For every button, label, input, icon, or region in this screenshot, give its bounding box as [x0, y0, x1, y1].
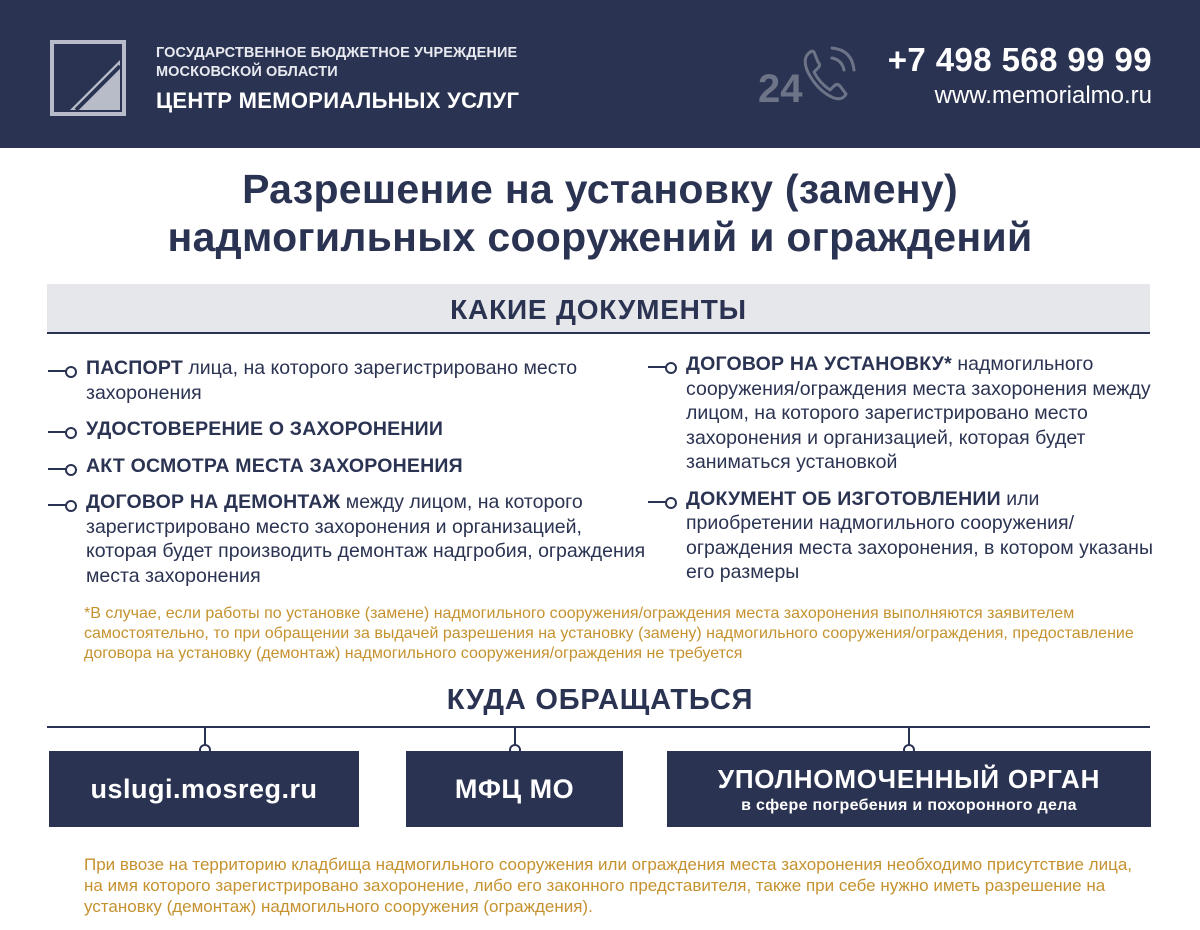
org-name	[156, 44, 519, 114]
logo-icon	[50, 40, 126, 116]
phone-number[interactable]: +7 498 568 99 99	[887, 41, 1152, 78]
header	[0, 0, 1200, 148]
title-line-2: надмогильных сооружений и ограждений	[167, 214, 1033, 260]
documents-left-column	[48, 356, 648, 600]
badge-24-text: 24	[758, 67, 803, 110]
org-line-2: МОСКОВСКОЙ ОБЛАСТИ	[156, 64, 338, 80]
list-item	[48, 454, 648, 479]
doc-desc: лица, на которого зарегистрировано место захоронения	[86, 357, 578, 404]
org-line-3: ЦЕНТР МЕМОРИАЛЬНЫХ УСЛУГ	[156, 88, 520, 113]
doc-title: ПАСПОРТ	[86, 357, 183, 379]
option-label: uslugi.mosreg.ru	[90, 773, 318, 804]
doc-desc: надмогильного сооружения/ограждения места захоронения между лицом, на которого зарегистрировано место захоронения и организацией, которая будет заниматься установкой	[686, 353, 1151, 473]
website-link[interactable]: www.memorialmo.ru	[934, 82, 1152, 109]
option-gosuslugi[interactable]	[49, 751, 359, 827]
connector-icon	[204, 728, 206, 746]
doc-desc: или приобретении надмогильного сооружения/ ограждения места захоронения, в котором указаны его размеры	[686, 487, 1153, 583]
bullet-icon	[648, 498, 678, 506]
list-item	[48, 356, 648, 405]
connector-icon	[908, 728, 910, 746]
option-label: МФЦ МО	[454, 773, 575, 804]
doc-title: ДОГОВОР НА ДЕМОНТАЖ	[86, 491, 341, 513]
footnote: *В случае, если работы по установке (замене) надмогильного сооружения/ограждения места захоронения выполняются заявителем самостоятельно, то при обращении за выдачей разрешения на установку (замену) надмогильного сооружения/ограждения, предоставление договора на установку (демонтаж) надмогильного сооружения/ограждения не требуется	[84, 605, 1134, 662]
doc-title: АКТ ОСМОТРА МЕСТА ЗАХОРОНЕНИЯ	[86, 454, 463, 477]
doc-title: ДОКУМЕНТ ОБ ИЗГОТОВЛЕНИИ	[686, 487, 1001, 510]
phone-24-icon	[758, 40, 874, 110]
bullet-icon	[648, 363, 678, 371]
list-item	[648, 352, 1168, 475]
option-authorized-body[interactable]	[667, 751, 1151, 827]
bullet-icon	[48, 501, 78, 509]
option-sublabel: в сфере погребения и похоронного дела	[741, 796, 1077, 814]
where-heading: КУДА ОБРАЩАТЬСЯ	[446, 684, 754, 716]
bottom-note: При ввозе на территорию кладбища надмогильного сооружения или ограждения места захоронения необходимо присутствие лица, на имя которого зарегистрировано захоронение, либо его законного представителя, также при себе нужно иметь разрешение на установку (демонтаж) надмогильного сооружения (ограждения).	[84, 855, 1133, 916]
doc-title: УДОСТОВЕРЕНИЕ О ЗАХОРОНЕНИИ	[86, 418, 444, 440]
divider	[47, 726, 1150, 728]
contacts	[888, 40, 1152, 110]
documents-heading: КАКИЕ ДОКУМЕНТЫ	[450, 294, 747, 325]
list-item	[648, 487, 1168, 585]
org-line-1: ГОСУДАРСТВЕННОЕ БЮДЖЕТНОЕ УЧРЕЖДЕНИЕ	[156, 45, 518, 61]
connector-icon	[514, 728, 516, 746]
list-item	[48, 490, 648, 588]
title-line-1: Разрешение на установку (замену)	[242, 166, 958, 212]
bullet-icon	[48, 428, 78, 436]
option-mfc[interactable]	[406, 751, 623, 827]
option-label: УПОЛНОМОЧЕННЫЙ ОРГАН	[717, 763, 1101, 794]
documents-right-column	[648, 352, 1168, 597]
bullet-icon	[48, 367, 78, 375]
page-title	[0, 165, 1200, 261]
doc-desc: между лицом, на которого зарегистрировано место захоронения и организацией, которая будет производить демонтаж надгробия, ограждения места захоронения	[86, 491, 646, 587]
documents-banner	[47, 284, 1150, 334]
doc-title: ДОГОВОР НА УСТАНОВКУ*	[686, 353, 952, 375]
bullet-icon	[48, 465, 78, 473]
list-item	[48, 417, 648, 442]
